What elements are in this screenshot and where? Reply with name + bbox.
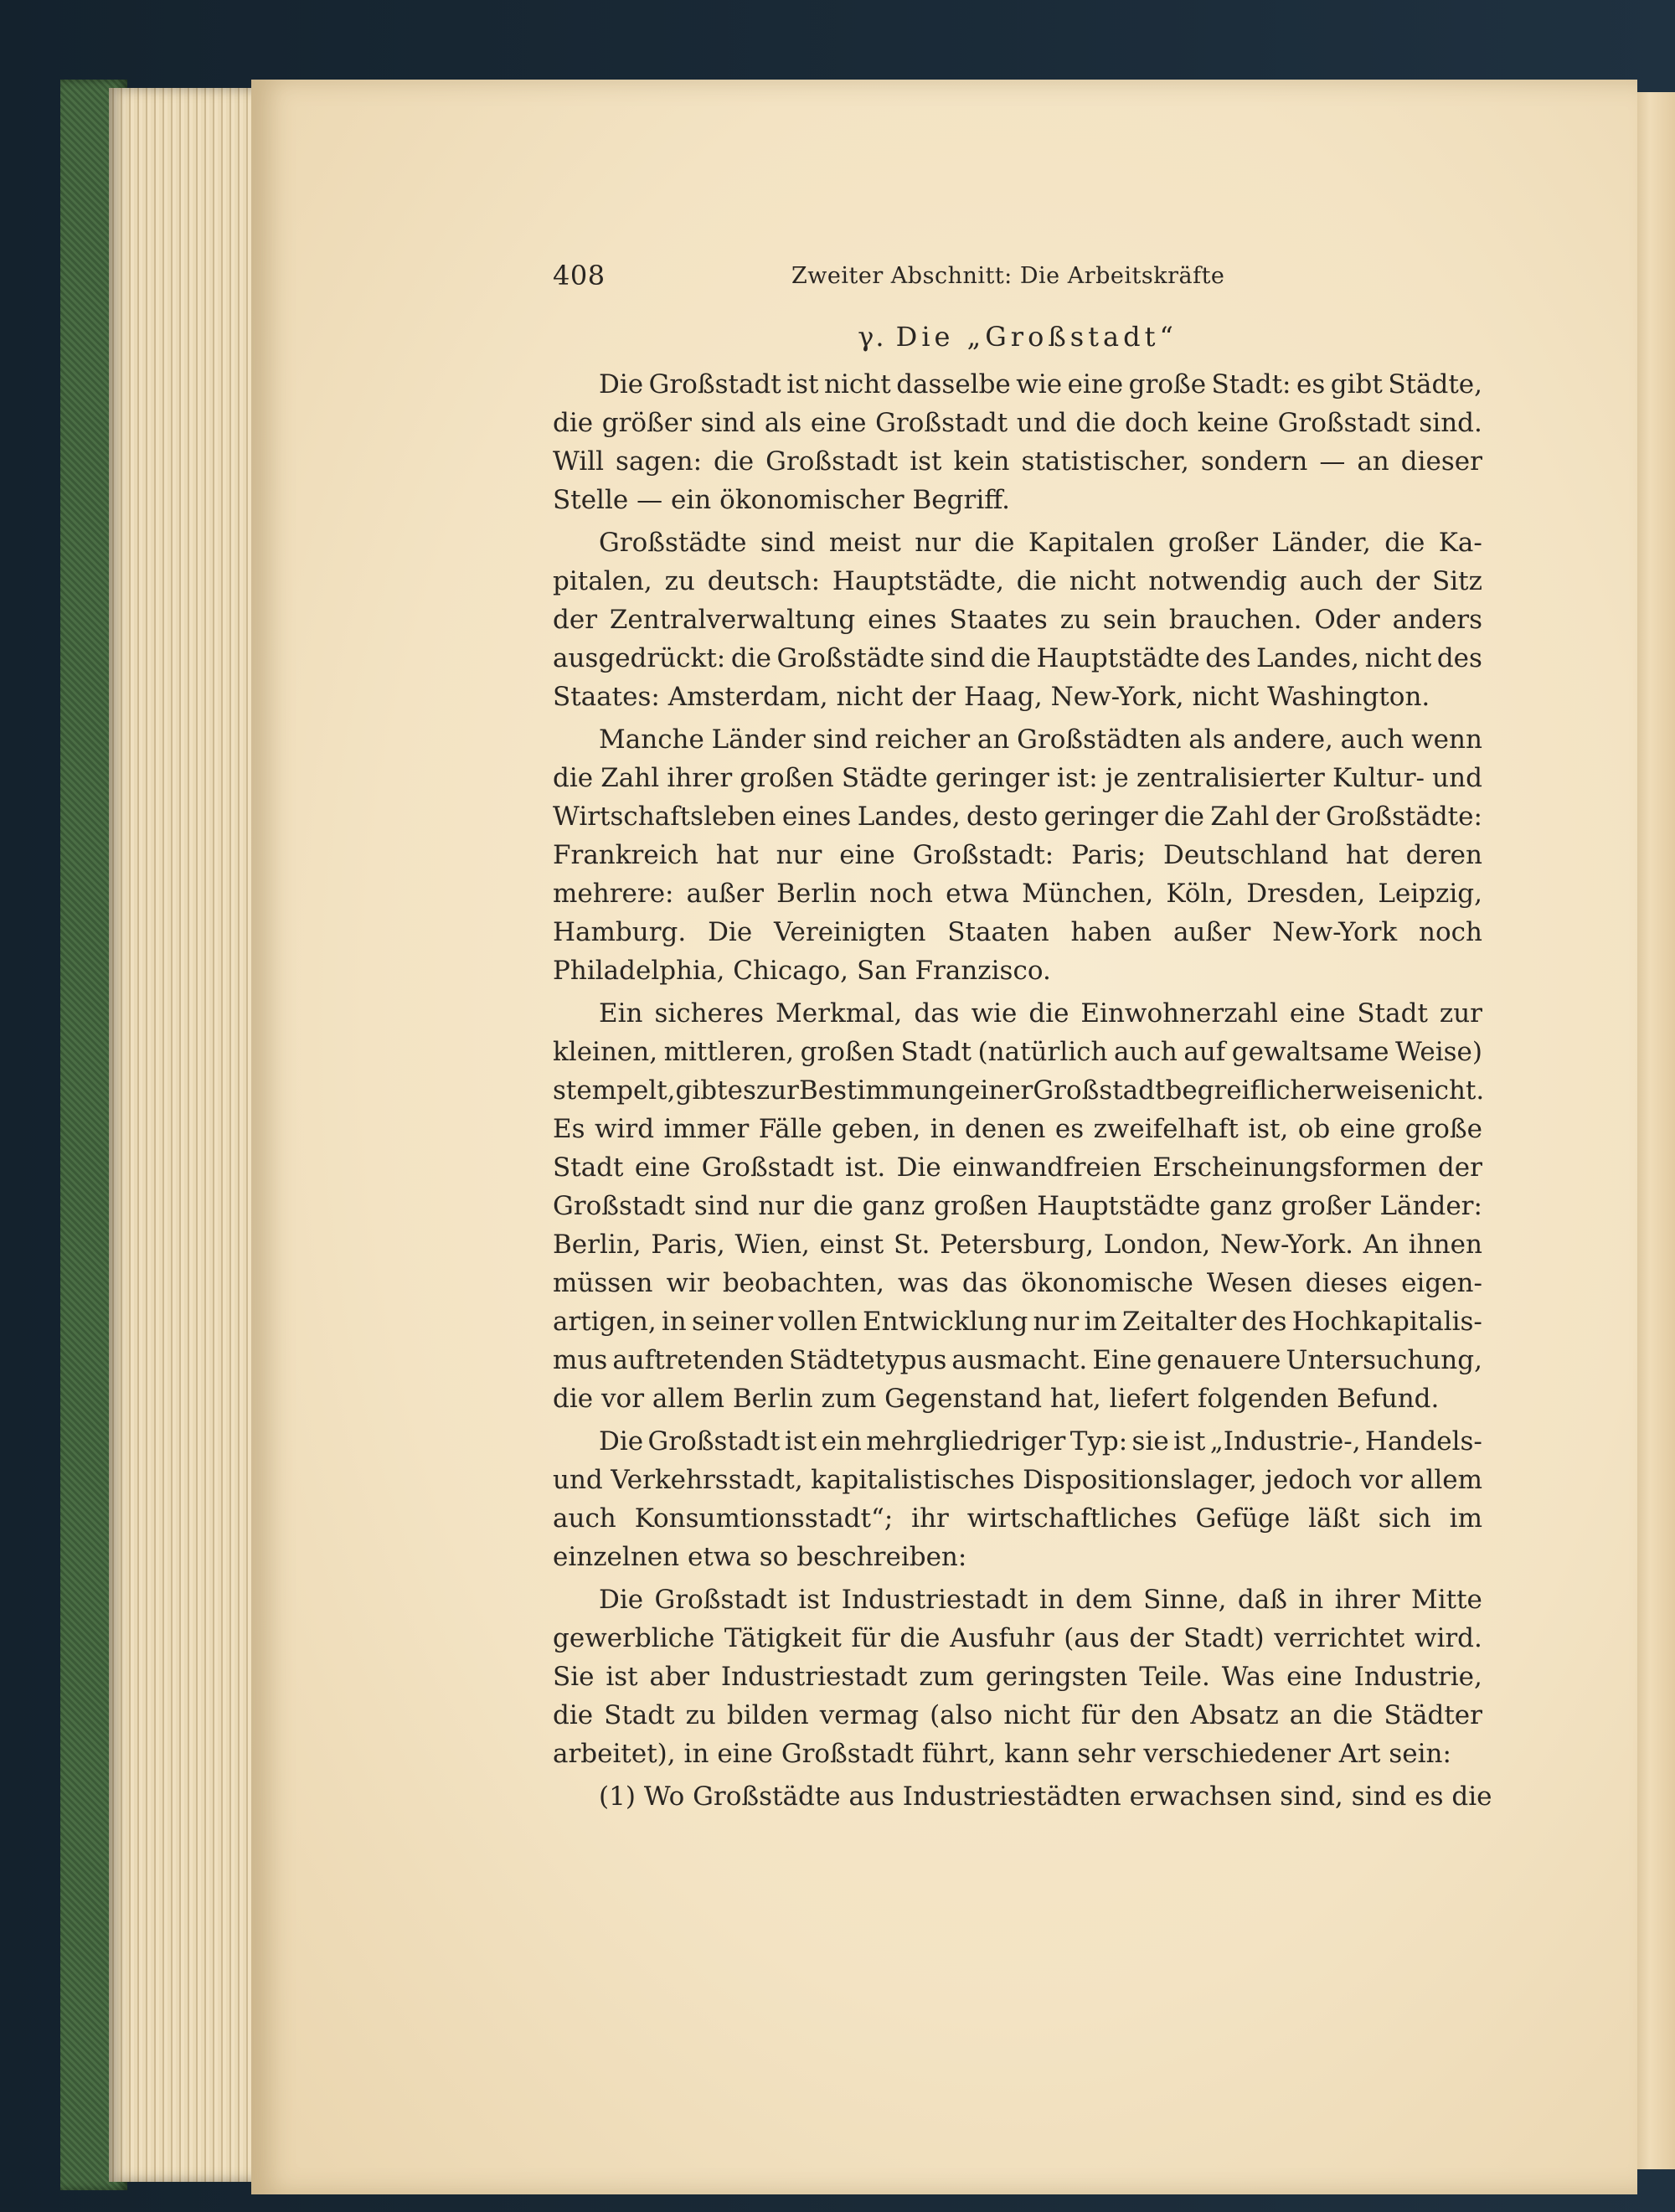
paragraph bbox=[553, 1580, 1482, 1773]
paragraph bbox=[553, 523, 1482, 716]
paragraph bbox=[553, 720, 1482, 990]
text-line: die Zahl ihrer großen Städte geringer ist: je zentralisierter Kultur- und bbox=[553, 763, 1482, 793]
text-line: Will sagen: die Großstadt ist kein statistischer, sondern — an dieser bbox=[553, 446, 1482, 477]
paragraph bbox=[553, 1777, 1492, 1816]
text-line: Stadt eine Großstadt ist. Die einwandfreien Erscheinungsformen der bbox=[553, 1152, 1482, 1183]
text-line: Manche Länder sind reicher an Großstädten als andere, auch wenn bbox=[599, 724, 1482, 755]
text-line: und Verkehrsstadt, kapitalistisches Dispositionslager, jedoch vor allem bbox=[553, 1465, 1482, 1495]
text-line: die vor allem Berlin zum Gegenstand hat, liefert folgenden Befund. bbox=[553, 1384, 1440, 1414]
text-line: stempelt, gibt es zur Bestimmung einer Großstadt begreiflicherweise nicht. bbox=[553, 1075, 1485, 1106]
text-line: Philadelphia, Chicago, San Franzisco. bbox=[553, 956, 1051, 986]
text-line: ausgedrückt: die Großstädte sind die Hauptstädte des Landes, nicht des bbox=[553, 643, 1482, 673]
paragraph bbox=[553, 365, 1482, 519]
text-line: Es wird immer Fälle geben, in denen es zweifelhaft ist, ob eine große bbox=[553, 1114, 1482, 1144]
paragraph bbox=[553, 994, 1485, 1418]
text-line: gewerbliche Tätigkeit für die Ausfuhr (aus der Stadt) verrichtet wird. bbox=[553, 1623, 1482, 1653]
text-line: Berlin, Paris, Wien, einst St. Petersburg, London, New-York. An ihnen bbox=[553, 1230, 1482, 1260]
paragraph bbox=[553, 1422, 1482, 1576]
text-line: arbeitet), in eine Großstadt führt, kann sehr verschiedener Art sein: bbox=[553, 1739, 1451, 1769]
text-line: Stelle — ein ökonomischer Begriff. bbox=[553, 485, 1011, 515]
text-line: auch Konsumtionsstadt“; ihr wirtschaftliches Gefüge läßt sich im bbox=[553, 1503, 1482, 1534]
text-line: Die Großstadt ist nicht dasselbe wie eine große Stadt: es gibt Städte, bbox=[599, 369, 1482, 400]
text-line: Großstadt sind nur die ganz großen Hauptstädte ganz großer Länder: bbox=[553, 1191, 1482, 1221]
running-head bbox=[553, 251, 1482, 293]
text-line: Die Großstadt ist ein mehrgliedriger Typ: sie ist „Industrie-, Handels- bbox=[599, 1426, 1482, 1457]
text-line: Großstädte sind meist nur die Kapitalen großer Länder, die Ka- bbox=[599, 528, 1482, 558]
text-line: pitalen, zu deutsch: Hauptstädte, die nicht notwendig auch der Sitz bbox=[553, 566, 1482, 596]
text-line: mus auftretenden Städtetypus ausmacht. Eine genauere Untersuchung, bbox=[553, 1345, 1482, 1375]
text-line: Wirtschaftsleben eines Landes, desto geringer die Zahl der Großstädte: bbox=[553, 802, 1482, 832]
text-line: kleinen, mittleren, großen Stadt (natürlich auch auf gewaltsame Weise) bbox=[553, 1037, 1482, 1067]
text-line: einzelnen etwa so beschreiben: bbox=[553, 1542, 967, 1572]
page-number: 408 bbox=[553, 260, 606, 291]
section-heading bbox=[553, 321, 1482, 353]
body-text bbox=[553, 365, 1492, 1820]
section-title: Die „Großstadt“ bbox=[895, 321, 1178, 353]
text-line: müssen wir beobachten, was das ökonomische Wesen dieses eigen- bbox=[553, 1268, 1482, 1298]
text-line: mehrere: außer Berlin noch etwa München, Köln, Dresden, Leipzig, bbox=[553, 879, 1482, 909]
text-line: Ein sicheres Merkmal, das wie die Einwohnerzahl eine Stadt zur bbox=[599, 998, 1482, 1029]
text-line: (1) Wo Großstädte aus Industriestädten erwachsen sind, sind es die bbox=[599, 1781, 1492, 1812]
text-line: der Zentralverwaltung eines Staates zu sein brauchen. Oder anders bbox=[553, 605, 1482, 635]
text-line: Die Großstadt ist Industriestadt in dem Sinne, daß in ihrer Mitte bbox=[599, 1585, 1482, 1615]
chapter-title: Zweiter Abschnitt: Die Arbeitskräfte bbox=[791, 263, 1225, 289]
facing-page-edge bbox=[1633, 92, 1675, 2169]
text-line: Sie ist aber Industriestadt zum geringsten Teile. Was eine Industrie, bbox=[553, 1662, 1482, 1692]
text-line: die Stadt zu bilden vermag (also nicht für den Absatz an die Städter bbox=[553, 1700, 1482, 1730]
page-text bbox=[553, 251, 1492, 1826]
text-line: Staates: Amsterdam, nicht der Haag, New-York, nicht Washington. bbox=[553, 682, 1430, 712]
text-line: Hamburg. Die Vereinigten Staaten haben außer New-York noch bbox=[553, 917, 1482, 947]
text-line: die größer sind als eine Großstadt und die doch keine Großstadt sind. bbox=[553, 408, 1482, 438]
section-marker: γ. bbox=[858, 321, 886, 353]
text-line: Frankreich hat nur eine Großstadt: Paris; Deutschland hat deren bbox=[553, 840, 1482, 870]
text-line: artigen, in seiner vollen Entwicklung nur im Zeitalter des Hochkapitalis- bbox=[553, 1307, 1482, 1337]
